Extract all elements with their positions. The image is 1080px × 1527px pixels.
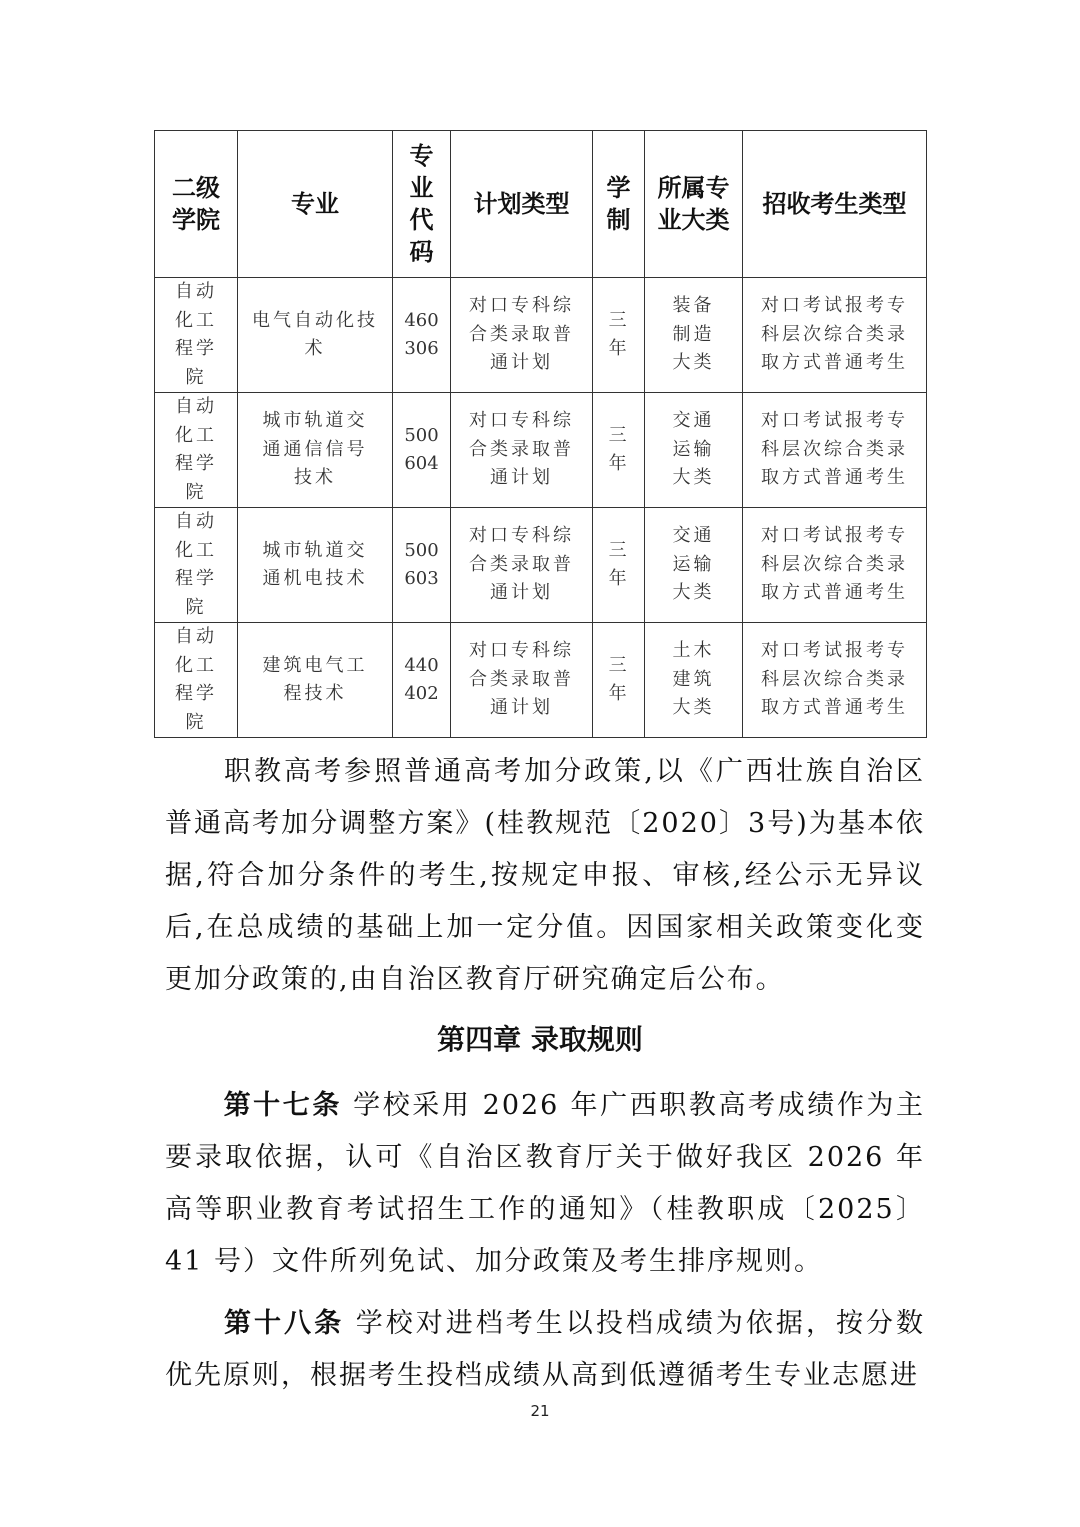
page-number: 21 [530,1402,550,1420]
cell-college: 自动化工程学院 [155,508,238,623]
bonus-policy-text: 职教高考参照普通高考加分政策,以《广西壮族自治区普通高考加分调整方案》(桂教规范〔2020〕3号)为基本依据,符合加分条件的考生,按规定申报、审核,经公示无异议后,在总成绩的基础上加一定分值。因国家相关政策变化变更加分政策的,由自治区教育厅研究确定后公布。 [165,756,925,995]
cell-major: 建筑电气工程技术 [238,623,393,738]
cell-plan-type: 对口专科综合类录取普通计划 [451,393,593,508]
table-row [155,623,927,738]
table-row [155,278,927,393]
table-header-row [155,131,927,278]
cell-major: 城市轨道交通机电技术 [238,508,393,623]
cell-category: 交通运输大类 [645,393,743,508]
cell-major-code: 500603 [393,508,451,623]
header-college: 二级学院 [155,131,238,278]
header-duration: 学制 [593,131,645,278]
admissions-plan-table [154,130,927,738]
cell-category: 土木建筑大类 [645,623,743,738]
cell-duration: 三年 [593,278,645,393]
cell-major: 电气自动化技术 [238,278,393,393]
cell-college: 自动化工程学院 [155,623,238,738]
cell-student-type: 对口考试报考专科层次综合类录取方式普通考生 [743,623,927,738]
cell-major: 城市轨道交通通信信号技术 [238,393,393,508]
cell-plan-type: 对口专科综合类录取普通计划 [451,623,593,738]
cell-category: 装备制造大类 [645,278,743,393]
table-row [155,508,927,623]
cell-student-type: 对口考试报考专科层次综合类录取方式普通考生 [743,393,927,508]
article-18-lead: 第十八条 [223,1308,345,1339]
cell-major-code: 440402 [393,623,451,738]
header-student-type: 招收考生类型 [743,131,927,278]
cell-college: 自动化工程学院 [155,278,238,393]
cell-college: 自动化工程学院 [155,393,238,508]
chapter-title: 第四章 录取规则 [437,1023,643,1056]
table-row [155,393,927,508]
cell-plan-type: 对口专科综合类录取普通计划 [451,508,593,623]
cell-category: 交通运输大类 [645,508,743,623]
article-17-text: 学校采用 2026 年广西职教高考成绩作为主要录取依据，认可《自治区教育厅关于做好我区 2026 年高等职业教育考试招生工作的通知》（桂教职成〔2025〕41 号）文件所列免试、加分政策及考生排序规则。 [165,1090,926,1277]
header-major-code: 专业代码 [393,131,451,278]
article-18 [165,1298,925,1402]
article-17-lead: 第十七条 [223,1090,342,1121]
cell-major-code: 500604 [393,393,451,508]
article-17 [165,1080,925,1288]
cell-duration: 三年 [593,623,645,738]
header-major: 专业 [238,131,393,278]
cell-student-type: 对口考试报考专科层次综合类录取方式普通考生 [743,508,927,623]
article-18-text: 学校对进档考生以投档成绩为依据，按分数优先原则，根据考生投档成绩从高到低遵循考生专业志愿进 [165,1308,925,1391]
cell-duration: 三年 [593,393,645,508]
cell-plan-type: 对口专科综合类录取普通计划 [451,278,593,393]
cell-major-code: 460306 [393,278,451,393]
header-category: 所属专业大类 [645,131,743,278]
cell-duration: 三年 [593,508,645,623]
header-plan-type: 计划类型 [451,131,593,278]
bonus-policy-paragraph [165,746,925,1006]
cell-student-type: 对口考试报考专科层次综合类录取方式普通考生 [743,278,927,393]
